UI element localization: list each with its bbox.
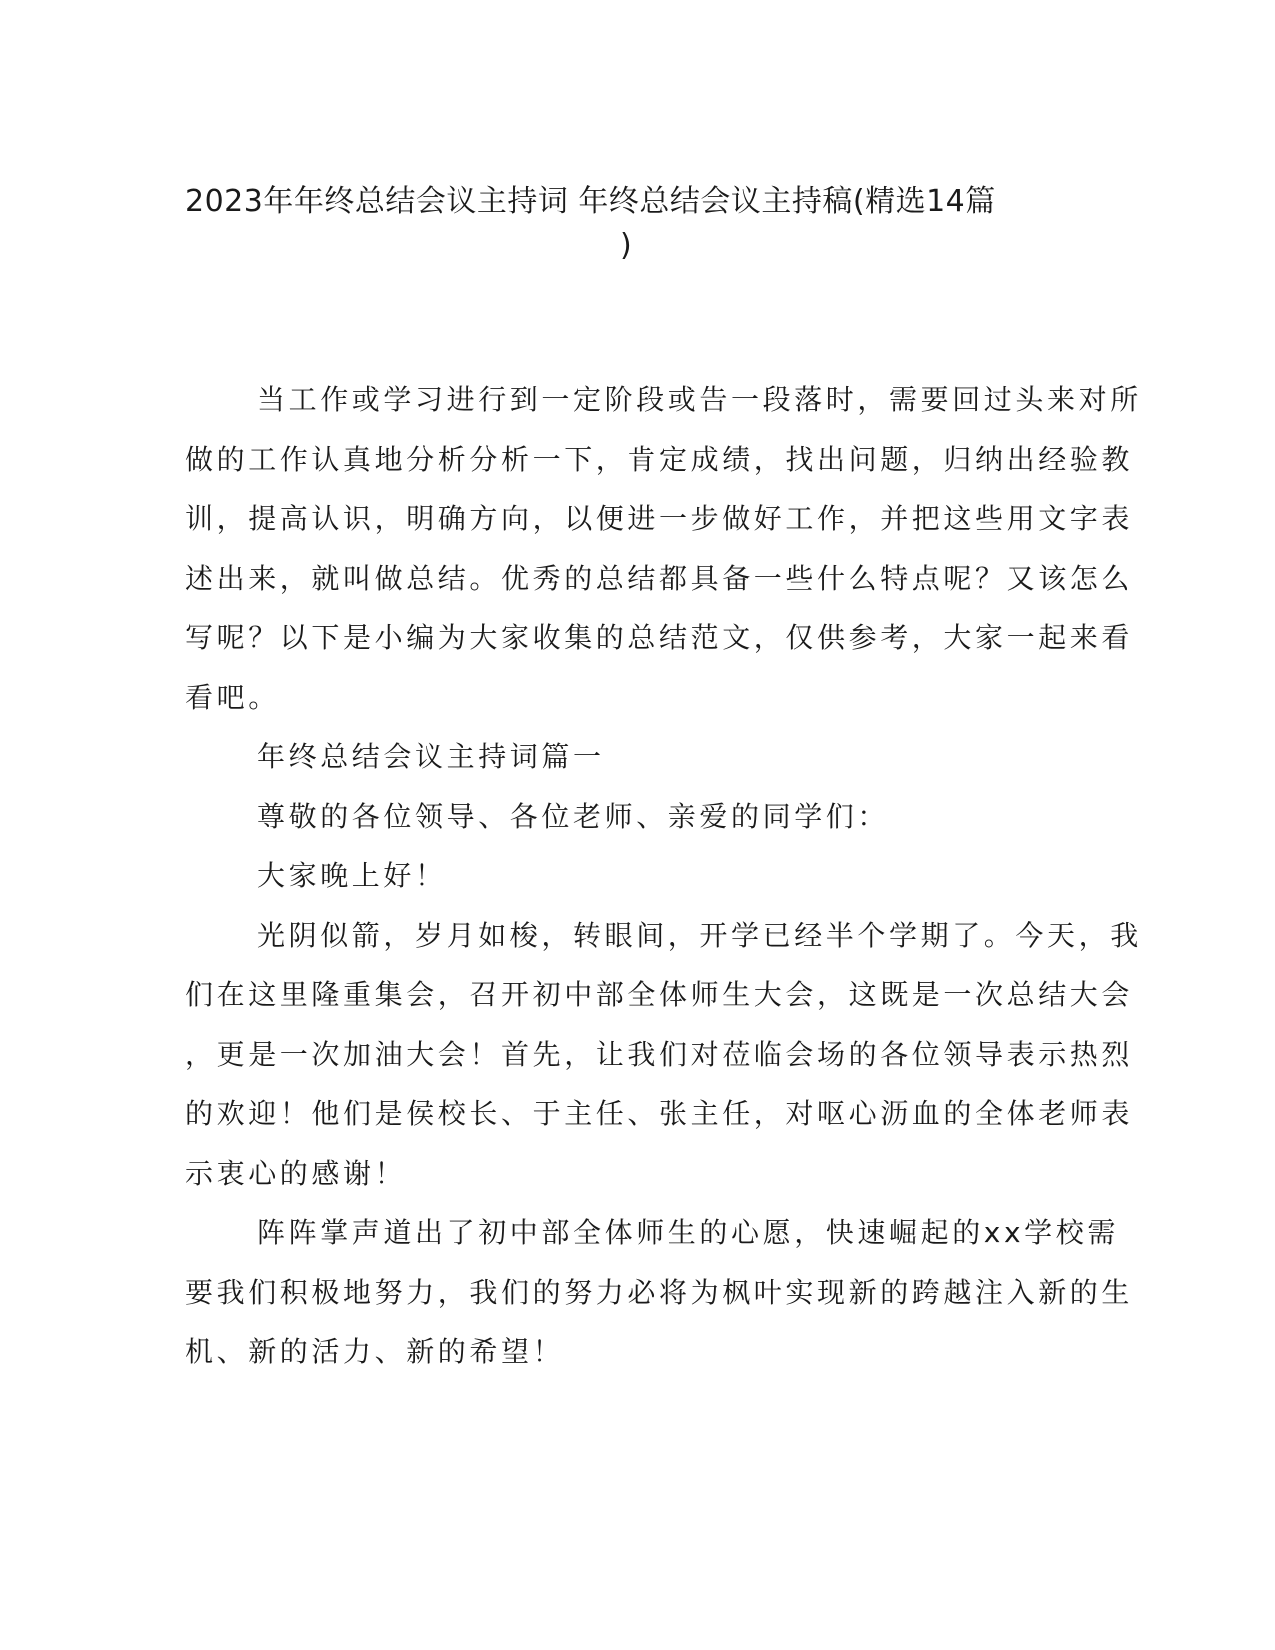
document-body	[185, 370, 1142, 1382]
paragraph-line: 示衷心的感谢！	[185, 1156, 407, 1190]
section-heading: 年终总结会议主持词篇一	[257, 740, 605, 773]
paragraph-line: 的欢迎！他们是侯校长、于主任、张主任，对呕心沥血的全体老师表	[185, 1097, 1134, 1130]
intro-line: 当工作或学习进行到一定阶段或告一段落时，需要回过头来对所	[257, 383, 1142, 416]
paragraph-line: 机、新的活力、新的希望！	[185, 1335, 565, 1368]
intro-line: 写呢？以下是小编为大家收集的总结范文，仅供参考，大家一起来看	[185, 621, 1134, 654]
intro-line: 述出来，就叫做总结。优秀的总结都具备一些什么特点呢？又该怎么	[185, 561, 1134, 595]
document-title-continuation: )	[620, 228, 632, 263]
paragraph-line: 要我们积极地努力，我们的努力必将为枫叶实现新的跨越注入新的生	[185, 1275, 1134, 1309]
paragraph-line: 们在这里隆重集会，召开初中部全体师生大会，这既是一次总结大会	[185, 978, 1134, 1011]
intro-line: 训，提高认识，明确方向，以便进一步做好工作，并把这些用文字表	[185, 502, 1134, 535]
intro-line: 看吧。	[185, 680, 280, 714]
greeting: 大家晚上好！	[257, 859, 447, 892]
salutation: 尊敬的各位领导、各位老师、亲爱的同学们：	[257, 799, 890, 833]
document-title: 2023年年终总结会议主持词 年终总结会议主持稿(精选14篇	[185, 184, 996, 219]
intro-line: 做的工作认真地分析分析一下，肯定成绩，找出问题，归纳出经验教	[185, 442, 1134, 476]
paragraph-line: ，更是一次加油大会！首先，让我们对莅临会场的各位领导表示热烈	[185, 1037, 1134, 1071]
paragraph-line: 阵阵掌声道出了初中部全体师生的心愿，快速崛起的xx学校需	[257, 1216, 1119, 1249]
paragraph-line: 光阴似箭，岁月如梭，转眼间，开学已经半个学期了。今天，我	[257, 918, 1142, 952]
